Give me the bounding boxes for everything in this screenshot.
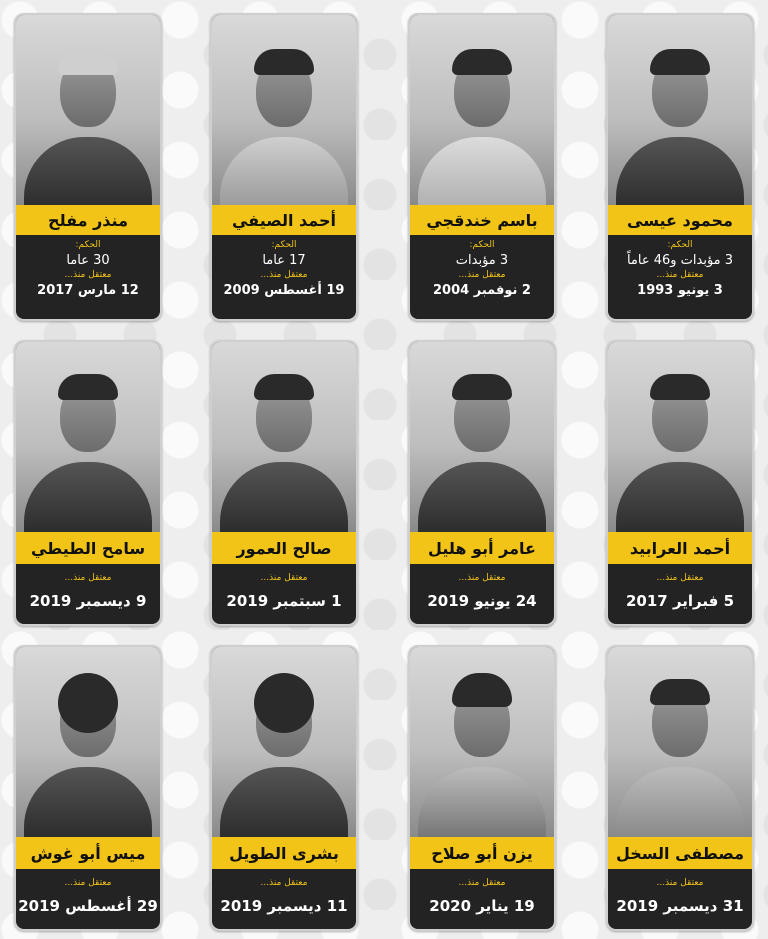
- detainee-card: [606, 645, 754, 931]
- detained-since-label: معتقل منذ...: [458, 878, 506, 888]
- detained-since-label: معتقل منذ...: [64, 270, 112, 280]
- detained-since-label: معتقل منذ...: [656, 270, 704, 280]
- detainee-card: [606, 340, 754, 626]
- detention-date: 19 أغسطس 2009: [223, 283, 345, 298]
- portrait-photo: [212, 15, 356, 205]
- detention-date: 5 فبراير 2017: [625, 592, 734, 610]
- detainee-card: [408, 13, 556, 321]
- detention-date: 12 مارس 2017: [37, 283, 139, 298]
- detention-date: 9 ديسمبر 2019: [29, 592, 147, 610]
- detention-date: 29 أغسطس 2019: [18, 897, 158, 915]
- detainee-name: مصطفى السخل: [608, 837, 752, 869]
- detainee-card: [408, 645, 556, 931]
- detainee-name: منذر مفلح: [16, 205, 160, 235]
- detainee-name: سامح الطيطي: [16, 532, 160, 564]
- detainee-card: [210, 13, 358, 321]
- detainee-name: بشرى الطويل: [212, 837, 356, 869]
- detainee-name: يزن أبو صلاح: [410, 837, 554, 869]
- detention-date: 24 يونيو 2019: [427, 592, 537, 610]
- detained-since-label: معتقل منذ...: [64, 878, 112, 888]
- detainee-name: ميس أبو غوش: [16, 837, 160, 869]
- detainee-name: عامر أبو هليل: [410, 532, 554, 564]
- portrait-photo: [16, 342, 160, 532]
- detainee-card: [210, 645, 358, 931]
- portrait-photo: [212, 342, 356, 532]
- portrait-photo: [212, 647, 356, 837]
- detainee-name: صالح العمور: [212, 532, 356, 564]
- sentence-value: 30 عاما: [66, 253, 110, 268]
- portrait-photo: [16, 647, 160, 837]
- portrait-photo: [608, 647, 752, 837]
- detainee-card: [210, 340, 358, 626]
- detainee-name: أحمد الصيفي: [212, 205, 356, 235]
- detained-since-label: معتقل منذ...: [64, 573, 112, 583]
- sentence-label: الحكم:: [75, 240, 101, 250]
- detainee-name: محمود عيسى: [608, 205, 752, 235]
- detained-since-label: معتقل منذ...: [656, 573, 704, 583]
- detainee-card: [606, 13, 754, 321]
- detained-since-label: معتقل منذ...: [458, 573, 506, 583]
- detention-date: 3 يونيو 1993: [637, 283, 723, 298]
- detention-date: 11 ديسمبر 2019: [220, 897, 348, 915]
- detainee-card: [14, 13, 162, 321]
- sentence-label: الحكم:: [667, 240, 693, 250]
- portrait-photo: [608, 15, 752, 205]
- portrait-photo: [410, 342, 554, 532]
- sentence-value: 3 مؤبدات و46 عاماً: [626, 253, 734, 268]
- detention-date: 2 نوفمبر 2004: [433, 283, 531, 298]
- detainee-card: [408, 340, 556, 626]
- portrait-photo: [608, 342, 752, 532]
- sentence-value: 3 مؤبدات: [455, 253, 509, 268]
- detention-date: 31 ديسمبر 2019: [616, 897, 744, 915]
- portrait-photo: [410, 15, 554, 205]
- detention-date: 1 سبتمبر 2019: [226, 592, 342, 610]
- detainee-name: أحمد العرابيد: [608, 532, 752, 564]
- detainee-card: [14, 340, 162, 626]
- portrait-photo: [410, 647, 554, 837]
- sentence-label: الحكم:: [469, 240, 495, 250]
- detained-since-label: معتقل منذ...: [656, 878, 704, 888]
- detained-since-label: معتقل منذ...: [260, 878, 308, 888]
- detainee-card: [14, 645, 162, 931]
- detained-since-label: معتقل منذ...: [260, 573, 308, 583]
- detainee-name: باسم خندقجي: [410, 205, 554, 235]
- detained-since-label: معتقل منذ...: [260, 270, 308, 280]
- sentence-value: 17 عاما: [262, 253, 306, 268]
- sentence-label: الحكم:: [271, 240, 297, 250]
- detained-since-label: معتقل منذ...: [458, 270, 506, 280]
- portrait-photo: [16, 15, 160, 205]
- detention-date: 19 يناير 2020: [429, 897, 535, 915]
